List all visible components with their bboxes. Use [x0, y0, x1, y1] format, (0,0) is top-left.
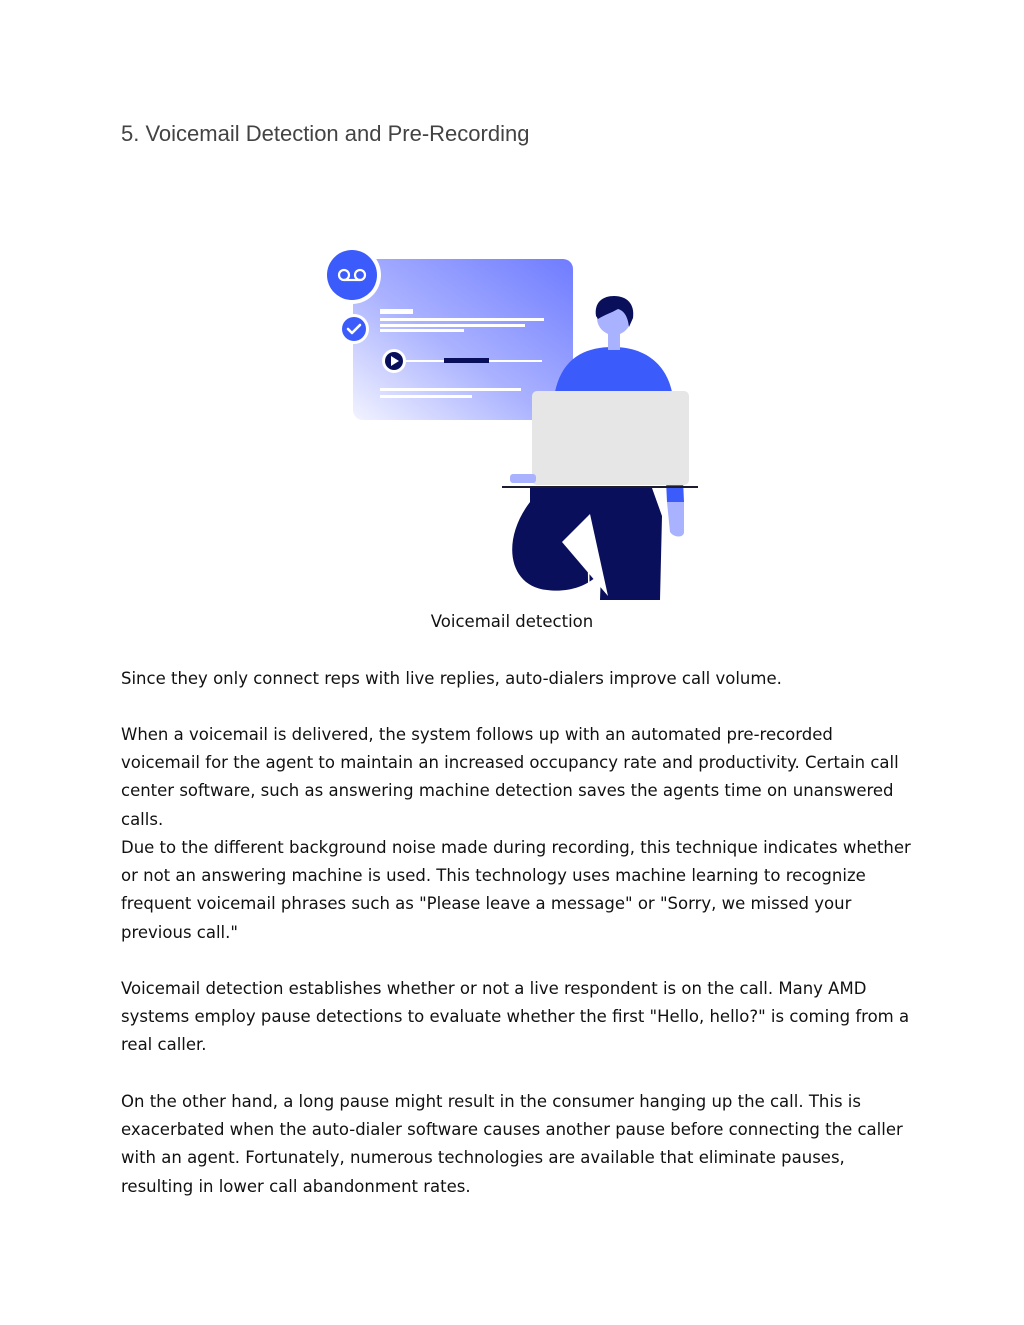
- voicemail-icon: [323, 246, 381, 304]
- paragraph-5: On the other hand, a long pause might result in the consumer hanging up the call. This is exacerbated when the auto-dialer software causes another pause before connecting the caller with an agent. Fortunately, numerous technologies are available that eliminate pauses, resulting in lower call abandonment rates.: [121, 1092, 903, 1196]
- figure-caption: Voicemail detection: [430, 612, 594, 631]
- paragraph-1: Since they only connect reps with live replies, auto-dialers improve call volume.: [121, 669, 782, 688]
- paragraph-4: Voicemail detection establishes whether or not a live respondent is on the call. Many AMD systems employ pause detections to evaluate whether the first "Hello, hello?" is coming from a real caller.: [121, 979, 910, 1055]
- voicemail-illustration: [300, 240, 720, 602]
- section-heading: 5. Voicemail Detection and Pre-Recording: [121, 121, 530, 146]
- illustration-svg: [300, 240, 720, 602]
- paragraph-2: When a voicemail is delivered, the system follows up with an automated pre-recorded voicemail for the agent to maintain an increased occupancy rate and productivity. Certain call center software, such as answering machine detection saves the agents time on unanswered calls.: [121, 725, 899, 829]
- play-icon: [382, 349, 406, 373]
- paragraph-3: Due to the different background noise made during recording, this technique indicates whether or not an answering machine is used. This technology uses machine learning to recognize frequent voicemail phrases such as "Please leave a message" or "Sorry, we missed your previous call.": [121, 838, 911, 942]
- checkmark-icon: [339, 314, 369, 344]
